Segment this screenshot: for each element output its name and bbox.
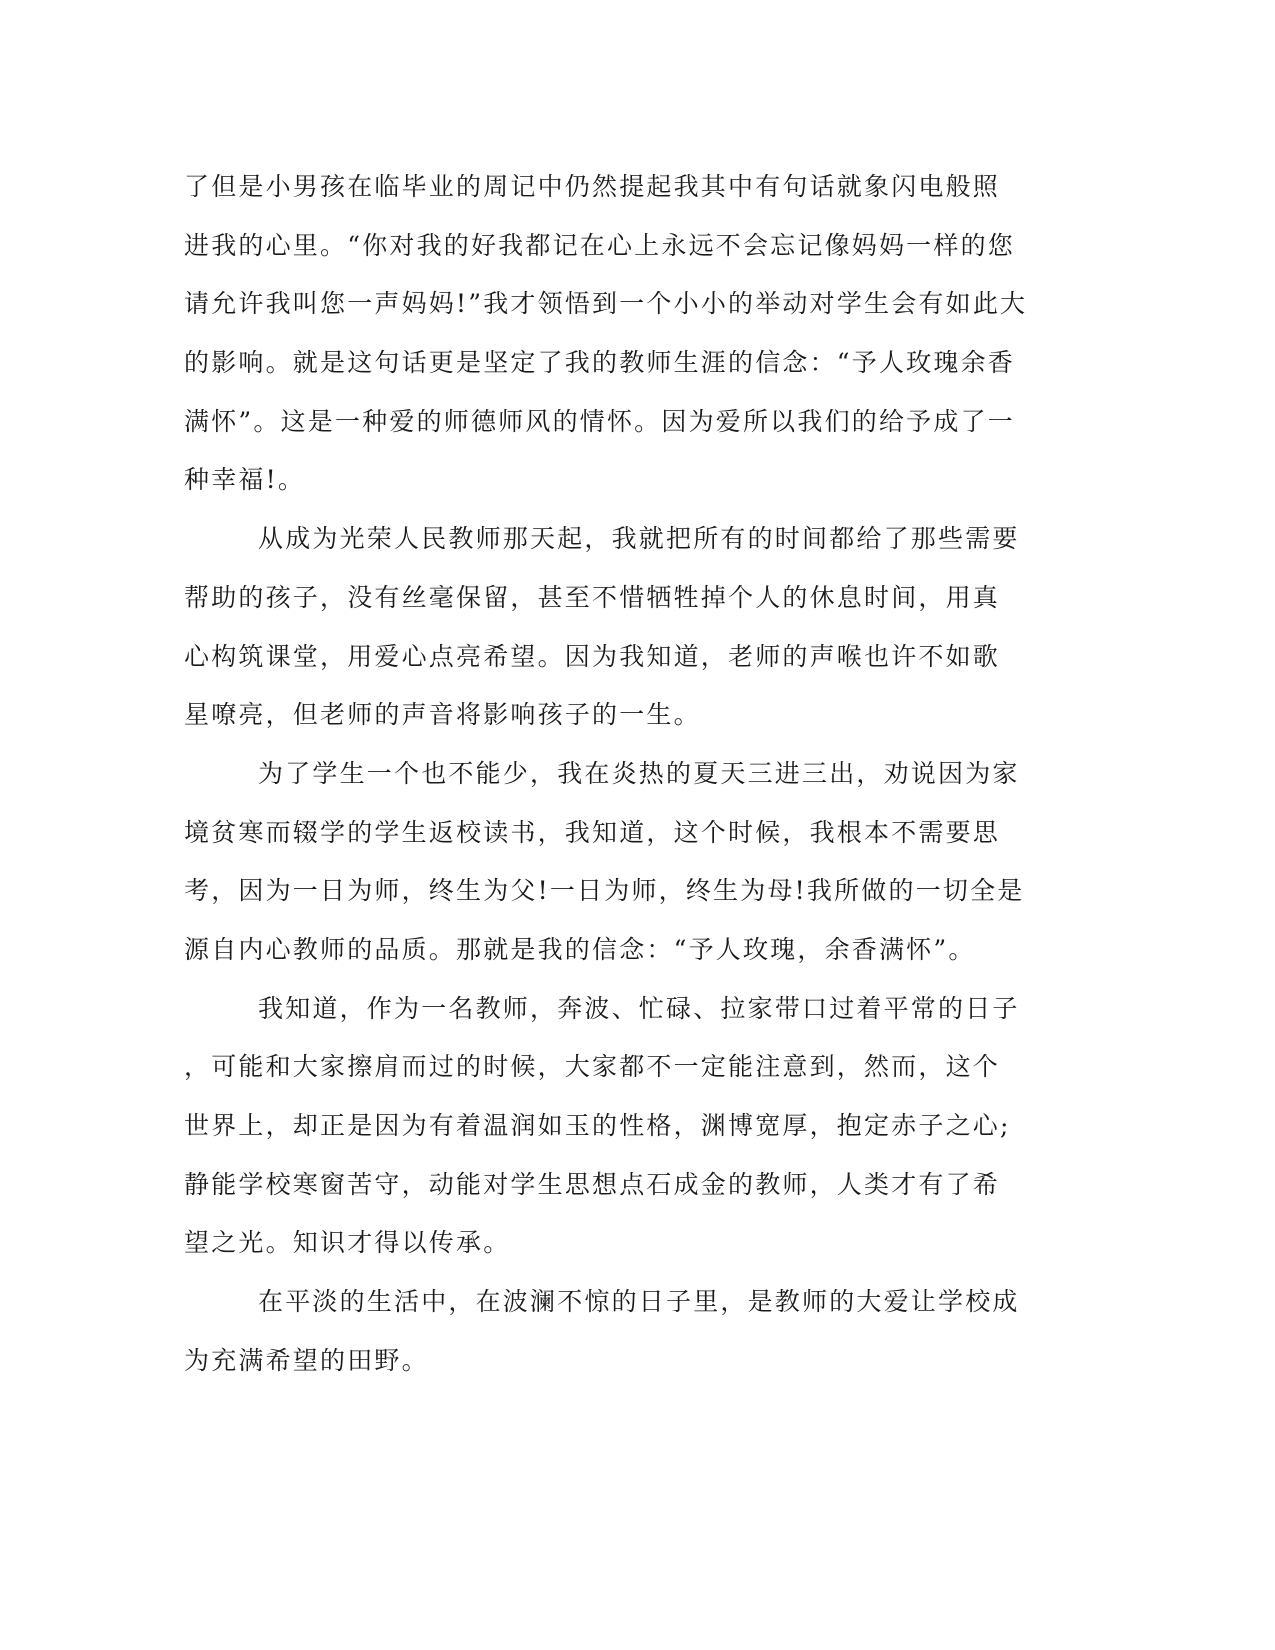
body-text [184,158,1050,1390]
text-line: 世界上，却正是因为有着温润如玉的性格，渊博宽厚，抱定赤子之心; [184,1111,1011,1140]
text-line: 考，因为一日为师，终生为父!一日为师，终生为母!我所做的一切全是 [184,876,1025,906]
text-line: 源自内心教师的品质。那就是我的信念：“予人玫瑰，余香满怀”。 [184,934,976,964]
text-line: 满怀”。这是一种爱的师德师风的情怀。因为爱所以我们的给予成了一 [184,406,1015,436]
text-line: 进我的心里。“你对我的好我都记在心上永远不会忘记像妈妈一样的您 [184,230,1015,260]
text-line: 帮助的孩子，没有丝毫保留，甚至不惜牺牲掉个人的休息时间，用真 [184,582,1001,612]
paragraph-first-line: 为了学生一个也不能少，我在炎热的夏天三进三出，劝说因为家 [258,758,1020,788]
text-line: 种幸福!。 [184,465,306,495]
paragraph-first-line: 我知道，作为一名教师，奔波、忙碌、拉家带口过着平常的日子 [258,993,1020,1023]
paragraph-first-line: 从成为光荣人民教师那天起，我就把所有的时间都给了那些需要 [258,524,1020,554]
text-line: 请允许我叫您一声妈妈!”我才领悟到一个小小的举动对学生会有如此大 [184,289,1028,319]
text-line: 心构筑课堂，用爱心点亮希望。因为我知道，老师的声喉也许不如歌 [184,641,1001,671]
text-line: 的影响。就是这句话更是坚定了我的教师生涯的信念：“予人玫瑰余香 [184,348,1015,378]
text-line: 了但是小男孩在临毕业的周记中仍然提起我其中有句话就象闪电般照 [184,172,1001,201]
text-line: 为充满希望的田野。 [184,1345,429,1375]
text-line: 星嘹亮，但老师的声音将影响孩子的一生。 [184,700,701,730]
text-line: ，可能和大家擦肩而过的时候，大家都不一定能注意到，然而，这个 [184,1052,1001,1082]
text-line: 望之光。知识才得以传承。 [184,1228,511,1258]
paragraph-first-line: 在平淡的生活中，在波澜不惊的日子里，是教师的大爱让学校成 [258,1287,1020,1317]
text-line: 境贫寒而辍学的学生返校读书，我知道，这个时候，我根本不需要思 [184,817,1001,847]
text-line: 静能学校寒窗苦守，动能对学生思想点石成金的教师，人类才有了希 [184,1169,1001,1199]
